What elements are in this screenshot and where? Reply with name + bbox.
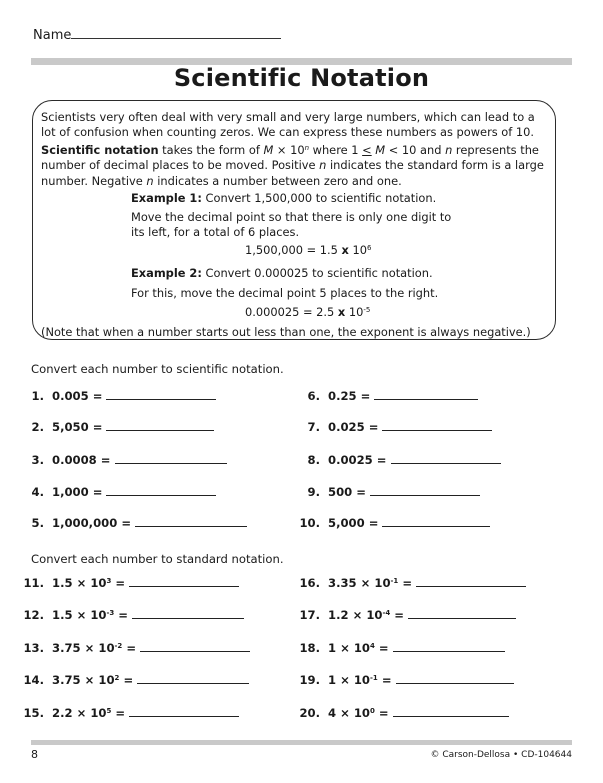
answer-blank-20[interactable] — [393, 705, 509, 717]
name-blank[interactable] — [71, 28, 281, 39]
example-1-heading: Example 1: Convert 1,500,000 to scientific notation. — [131, 191, 437, 205]
problem-15: 15. $2.2 \times 10^5$ = — [14, 705, 239, 720]
problem-19: 19. $1 \times 10^{-1}$ = — [290, 672, 514, 687]
problem-14: 14. $3.75 \times 10^2$ = — [14, 672, 249, 687]
section-2-instruction: Convert each number to standard notation. — [31, 552, 284, 566]
problem-18: 18. $1 \times 10^4$ = — [290, 640, 505, 655]
answer-blank-15[interactable] — [129, 705, 239, 717]
problem-13: 13. $3.75 \times 10^{-2}$ = — [14, 640, 250, 655]
problem-9: 9. 500 = — [290, 484, 480, 499]
example-1-equation: 1,500,000 = 1.5 x $10^6$ — [245, 243, 372, 257]
problem-4: 4. 1,000 = — [14, 484, 216, 499]
problem-16: 16. $3.35 \times 10^{-1}$ = — [290, 575, 526, 590]
name-field[interactable] — [33, 28, 281, 43]
example-2-heading: Example 2: Convert 0.000025 to scientific notation. — [131, 266, 433, 280]
answer-blank-16[interactable] — [416, 575, 526, 587]
footer-divider-bar — [31, 740, 572, 745]
answer-blank-10[interactable] — [382, 515, 490, 527]
answer-blank-2[interactable] — [106, 419, 214, 431]
problem-2: 2. 5,050 = — [14, 419, 214, 434]
problem-20: 20. $4 \times 10^0$ = — [290, 705, 509, 720]
example-2-explanation: For this, move the decimal point 5 places to the right. — [131, 286, 439, 300]
note-text: (Note that when a number starts out less than one, the exponent is always negative.) — [41, 325, 531, 339]
answer-blank-13[interactable] — [140, 640, 250, 652]
copyright-text: © Carson-Dellosa • CD-104644 — [430, 750, 572, 760]
problem-8: 8. 0.0025 = — [290, 452, 501, 467]
answer-blank-18[interactable] — [393, 640, 505, 652]
answer-blank-11[interactable] — [129, 575, 239, 587]
name-label: Name — [33, 28, 72, 43]
answer-blank-17[interactable] — [408, 607, 516, 619]
answer-blank-12[interactable] — [132, 607, 244, 619]
answer-blank-1[interactable] — [106, 388, 216, 400]
problem-7: 7. 0.025 = — [290, 419, 492, 434]
definition-term: Scientific notation — [41, 143, 159, 157]
problem-11: 11. $1.5 \times 10^3$ = — [14, 575, 239, 590]
example-2-equation: 0.000025 = 2.5 x $10^{-5}$ — [245, 305, 371, 319]
answer-blank-5[interactable] — [135, 515, 247, 527]
answer-blank-6[interactable] — [374, 388, 478, 400]
answer-blank-8[interactable] — [391, 452, 501, 464]
page-number: 8 — [31, 748, 38, 761]
problem-1: 1. 0.005 = — [14, 388, 216, 403]
problem-17: 17. $1.2 \times 10^{-4}$ = — [290, 607, 516, 622]
problem-5: 5. 1,000,000 = — [14, 515, 247, 530]
problem-10: 10. 5,000 = — [290, 515, 490, 530]
answer-blank-7[interactable] — [382, 419, 492, 431]
problem-6: 6. 0.25 = — [290, 388, 478, 403]
answer-blank-4[interactable] — [106, 484, 216, 496]
answer-blank-3[interactable] — [115, 452, 227, 464]
definition-paragraph: Scientific notation takes the form of $M \times 10^n$ where 1 < M < 10 and n represents the number of decimal places to be moved. Positive n indicates the standard form is a large number. Negative n indicates a number between zero and one. — [41, 143, 544, 188]
page-title: Scientific Notation — [173, 64, 430, 92]
info-box — [32, 100, 556, 340]
example-1-explanation: Move the decimal point so that there is only one digit to its left, for a total of 6 places. — [131, 210, 452, 240]
answer-blank-19[interactable] — [396, 672, 514, 684]
section-1-instruction: Convert each number to scientific notation. — [31, 362, 284, 376]
answer-blank-9[interactable] — [370, 484, 480, 496]
problem-12: 12. $1.5 \times 10^{-3}$ = — [14, 607, 244, 622]
answer-blank-14[interactable] — [137, 672, 249, 684]
problem-3: 3. 0.0008 = — [14, 452, 227, 467]
intro-paragraph: Scientists very often deal with very small and very large numbers, which can lead to a lot of confusion when counting zeros. We can express these numbers as powers of 10. — [41, 110, 535, 140]
